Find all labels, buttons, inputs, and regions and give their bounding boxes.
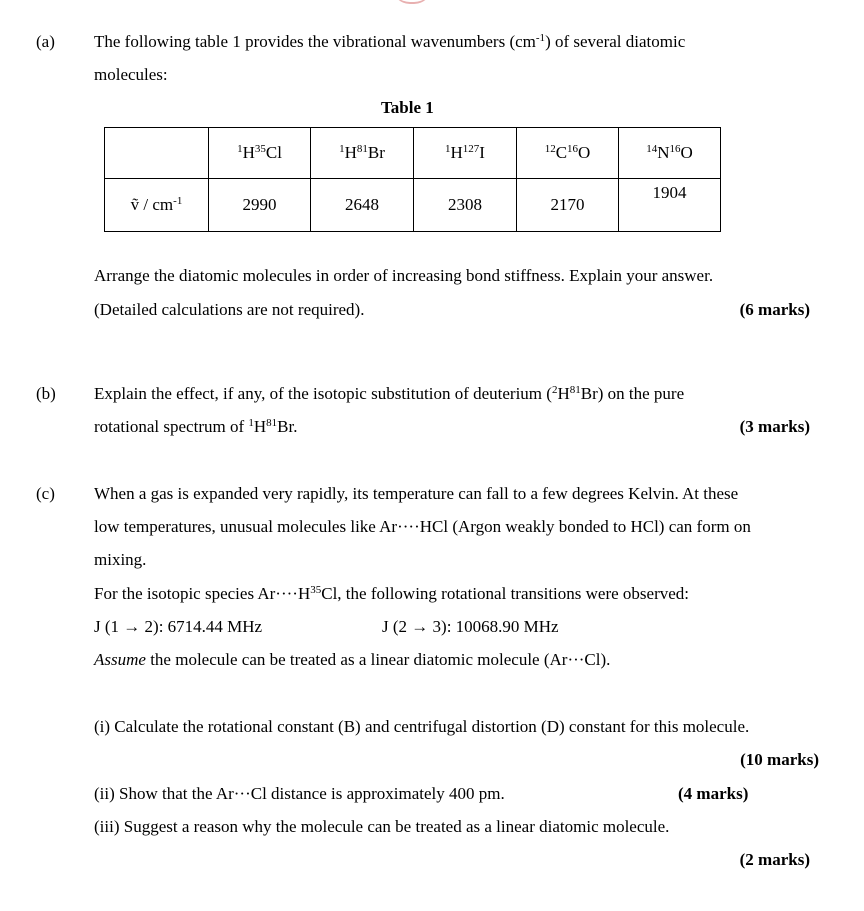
part-b-marks: (3 marks) [739,417,810,436]
part-c-line1: When a gas is expanded very rapidly, its temperature can fall to a few degrees Kelvin. At these [94,484,739,503]
part-c-line4: For the isotopic species $Ar\cdot\cdot\cdot\cdot H^{35}Cl$, the following rotational transitions were observed: [94,584,690,603]
part-c-ii-text: (ii) Show that the Ar···Cl distance is approximately 400 pm. [94,784,505,803]
transition-1: J (1 → 2): 6714.44 MHz [94,617,263,636]
molecule-cell: $^1H^{35}Cl$ [209,128,311,179]
part-b-label: (b) [36,384,56,403]
part-c-i-marks: (10 marks) [740,750,819,769]
part-c-assumption: Assume the molecule can be treated as a linear diatomic molecule (Ar···Cl). [94,650,611,669]
table-header-row [105,128,721,179]
part-a-intro-line1: The following table 1 provides the vibrational wavenumbers $(cm^{-1})$ of several diatomic [94,32,686,51]
top-decoration [392,0,432,4]
value-cell: 2170 [517,179,619,232]
part-b-line2: rotational spectrum of $^1H^{81}Br$. [94,417,298,436]
part-a-intro-line2: molecules: [94,65,168,84]
wavenumber-table [104,127,721,232]
part-a-marks: (6 marks) [739,300,810,319]
row-label-cell: ṽ / $cm^{-1}$ [105,179,209,232]
part-c-label: (c) [36,484,55,503]
part-c-line3: mixing. [94,550,147,569]
part-c-i-text: (i) Calculate the rotational constant (B) and centrifugal distortion (D) constant for this molecule. [94,717,750,736]
value-cell: 1904 [619,179,721,232]
part-a-question-line2: (Detailed calculations are not required). [94,300,365,319]
molecule-cell: $^{12}C^{16}O$ [517,128,619,179]
part-b-line1: Explain the effect, if any, of the isotopic substitution of deuterium $(^2H^{81}Br)$ on the pure [94,384,685,403]
part-c-iii-marks: (2 marks) [739,850,810,869]
molecule-cell: $^1H^{127}I$ [414,128,517,179]
part-c-line2: low temperatures, unusual molecules like Ar····HCl (Argon weakly bonded to HCl) can form on [94,517,751,536]
part-c-iii-text: (iii) Suggest a reason why the molecule can be treated as a linear diatomic molecule. [94,817,670,836]
value-cell: 2648 [311,179,414,232]
value-cell: 2990 [209,179,311,232]
part-c-ii-marks: (4 marks) [678,784,749,803]
table-title: Table 1 [381,98,434,117]
molecule-cell: $^{14}N^{16}O$ [619,128,721,179]
part-a-question-line1: Arrange the diatomic molecules in order of increasing bond stiffness. Explain your answer. [94,266,714,285]
table-corner-cell [105,128,209,179]
table-value-row [105,179,721,232]
molecule-cell: $^1H^{81}Br$ [311,128,414,179]
value-cell: 2308 [414,179,517,232]
part-a-label: (a) [36,32,55,51]
transition-2: J (2 → 3): 10068.90 MHz [382,617,559,636]
